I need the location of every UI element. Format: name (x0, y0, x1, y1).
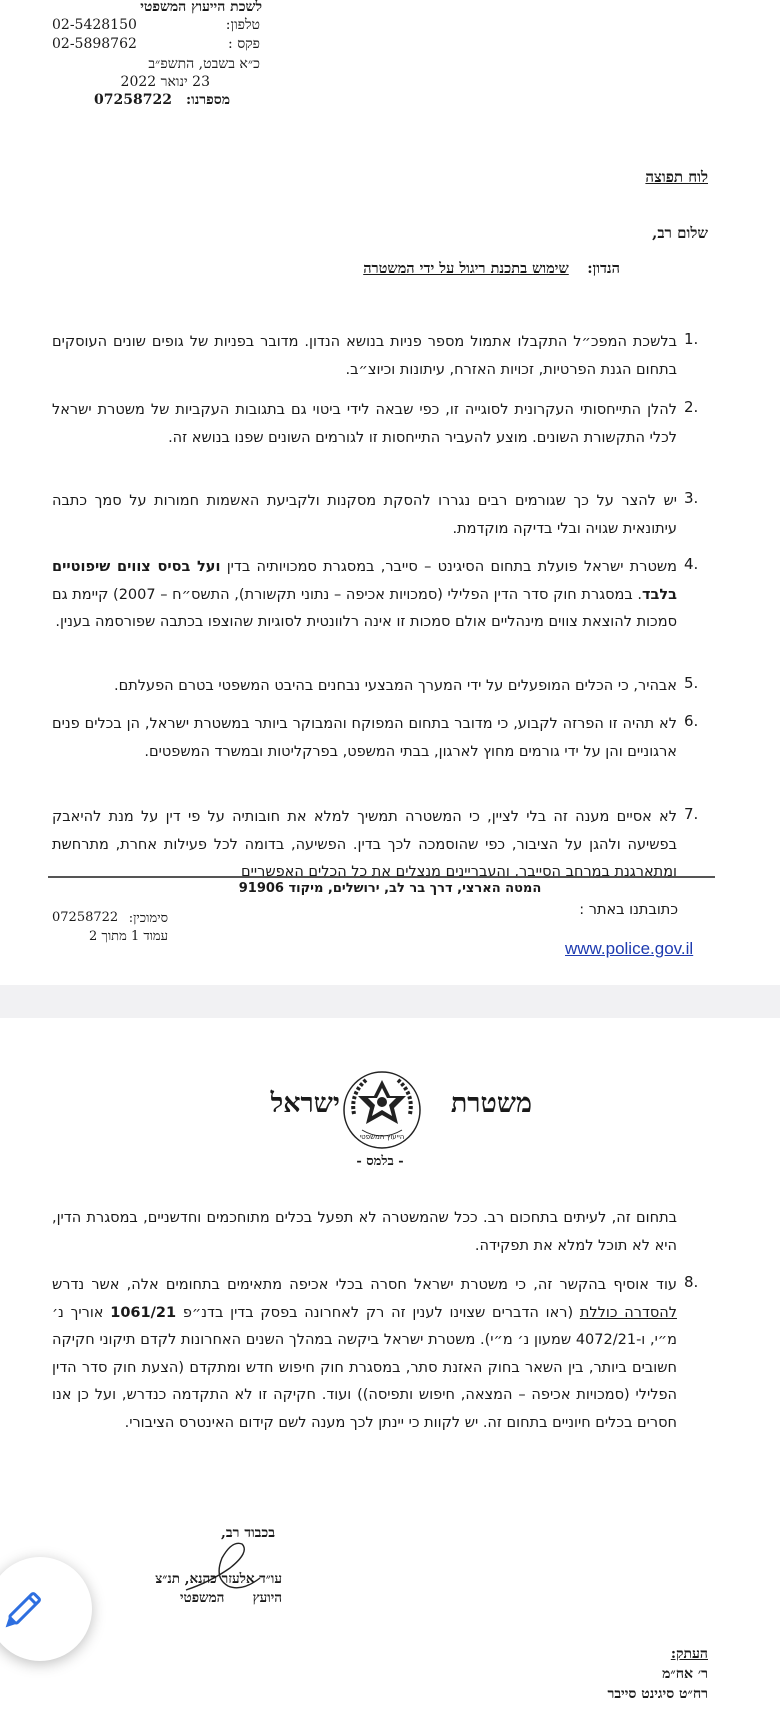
paragraph-number: 8. (684, 1273, 699, 1291)
logo-word-police: משטרת (450, 1088, 532, 1119)
classification-label: - בלמס - (356, 1154, 404, 1169)
cc-item: ר׳ אח״מ (662, 1666, 708, 1682)
paragraph-7-continuation: בתחום זה, לעיתים בתחכום רב. ככל שהמשטרה לא תפעל בכלים מתוחכמים וחדשניים, במסגרת הדין, היא לא תוכל למלא את תפקידה. (52, 1210, 677, 1254)
reference-number: 07258722 (94, 92, 172, 108)
phone-number: 02-5428150 (52, 17, 137, 33)
signature-scribble (180, 1538, 280, 1598)
footer-ref-label: סימוכין: (128, 911, 168, 926)
paragraph-4-bold: ועל בסיס צווים שיפוטיים בלבד (52, 559, 678, 603)
footer-address: המטה הארצי, דרך בר לב, ירושלים, מיקוד 91906 (238, 881, 542, 896)
paragraph-1: בלשכת המפכ״ל התקבלו אתמול מספר פניות בנושא הנדון. מדובר בפניות של גופים שונים העוסקים בתחום הגנת הפרטיות, זכויות האזרח, עיתונות וכיוצ״ב. (52, 334, 677, 378)
footer-ref-number: 07258722 (52, 910, 119, 925)
phone-label: טלפון: (225, 17, 260, 33)
distribution-list-link[interactable]: לוח תפוצה (645, 168, 708, 186)
paragraph-8-underlined: להסדרה כוללת (579, 1304, 677, 1321)
cc-item: רח״ט סיגינט סייבר (607, 1686, 708, 1702)
gregorian-date: 23 ינואר 2022 (120, 74, 210, 90)
greeting: שלום רב, (652, 224, 708, 242)
paragraph-number: 1. (684, 330, 699, 348)
paragraph-2: להלן התייחסותי העקרונית לסוגייה זו, כפי שבאה לידי ביטוי גם בתגובות העקביות של משטרת ישראל לכלי התקשורת השונים. מוצע להעביר התייחסות זו לגורמים השונים שפנו בנושא זה. (52, 402, 677, 446)
logo-word-israel: ישראל (270, 1088, 340, 1119)
paragraph-8-text-a: עוד אוסיף בהקשר זה, כי משטרת ישראל חסרה בכלי אכיפה מתאימים בתחומים אלה, אשר נדרש (52, 1277, 677, 1293)
paragraph-number: 2. (684, 398, 699, 416)
pencil-icon (0, 1557, 92, 1661)
office-name: לשכת הייעוץ המשפטי (140, 0, 262, 15)
paragraph-8 (52, 1272, 677, 1437)
paragraph-4-text-a: משטרת ישראל פועלת בתחום הסיגינט – סייבר, במסגרת סמכויותיה בדין (220, 559, 677, 575)
paragraph-number: 3. (684, 489, 699, 507)
paragraph-6: לא תהיה זו הפרזה לקבוע, כי מדובר בתחום המפוקח והמבוקר ביותר במשטרת ישראל, הן בכלים פנים ארגוניים והן על ידי גורמים מחוץ לארגון, בבתי המשפט, בפרקליטות ובמשרד המשפטים. (52, 716, 677, 760)
paragraph-8-text-b: (ראו הדברים שצוינו לענין זה רק לאחרונה בפסק בדין בדנ״פ (176, 1304, 580, 1321)
paragraph-8-case-ref: 1061/21 (110, 1304, 177, 1321)
paragraph-4 (52, 554, 677, 637)
subject-label: הנדון: (587, 260, 620, 277)
paragraph-number: 5. (684, 674, 699, 692)
cc-label: העתק: (670, 1646, 708, 1662)
website-label: כתובתנו באתר : (579, 902, 678, 918)
emblem-caption: הייעוץ המשפטי (359, 1133, 405, 1141)
subject-line (300, 260, 620, 278)
paragraph-7: לא אסיים מענה זה בלי לציין, כי המשטרה תמשיך למלא את חובותיה על פי דין על מנת להיאבק בפשיעה ולהגן על הציבור, כפי שהוסמכה לכך בדין. הפשיעה, בדומה לכל פעילות אחרת, מתרחשת ומתארגנת במרחב הסייבר, והעבריינים מנצלים את כל הכלים האפשריים (52, 809, 677, 880)
subject-value: שימוש בתכנת ריגול על ידי המשטרה (363, 260, 569, 277)
reference-label: מספרנו: (185, 92, 230, 108)
paragraph-number: 7. (684, 805, 699, 823)
website-link[interactable]: www.police.gov.il (565, 939, 694, 958)
signatory-title: היועץ המשפטי (180, 1590, 282, 1606)
signatory-name: עו״ד אלעזר כהנא, תנ״צ (155, 1571, 282, 1587)
paragraph-4-text-b: . במסגרת חוק סדר הדין הפלילי (סמכויות אכיפה – נתוני תקשורת), התשס״ח – 2007) קיימת גם סמכות להוצאת צווים מינהליים אולם סמכות זו אינה רלוונטית לסוגיות שהוצפו בכתבה שפורסמה בענין. (52, 586, 677, 630)
letter-page-2 (0, 1018, 780, 1725)
hebrew-date: כ״א בשבט, התשפ״ב (148, 56, 260, 72)
page-counter: עמוד 1 מתוך 2 (89, 929, 168, 944)
fax-label: פקס : (228, 36, 260, 52)
paragraph-3: יש להצר על כך שגורמים רבים נגררו להסקת מסקנות ולקביעת האשמות חמורות על סמך כתבה עיתונאית שגויה ובלי בדיקה מוקדמת. (52, 493, 677, 537)
edit-fab-button[interactable] (0, 1557, 92, 1661)
paragraph-5: אבהיר, כי הכלים המופעלים על ידי המערך המבצעי נבחנים בהיבט המשפטי בטרם הפעלתם. (114, 678, 677, 694)
footer-divider (48, 876, 715, 878)
paragraph-8-text-c: אוריך נ׳ מ״י, ו-4072/21 שמעון נ׳ מ״י). משטרת ישראל ביקשה במהלך השנים האחרונות לקדם תיקוני חקיקה חשובים ביותר, בין השאר בחוק האזנת סתר, במסגרת חוק חיפוש חדש ומתקדם (הצעת חוק סדר הדין הפלילי (סמכויות אכיפה – המצאה, חיפוש ותפיסה)) ועוד. חקיקה זו לא התקדמה כנדרש, ועל כן אנו חסרים בכלים חיוניים בתחום זה. יש לקוות כי יינתן לכך מענה לשם קידום האינטרס הציבורי. (52, 1304, 678, 1431)
paragraph-number: 6. (684, 712, 699, 730)
paragraph-number: 4. (684, 555, 699, 573)
closing-salutation: בכבוד רב, (220, 1525, 275, 1541)
fax-number: 02-5898762 (52, 36, 137, 52)
